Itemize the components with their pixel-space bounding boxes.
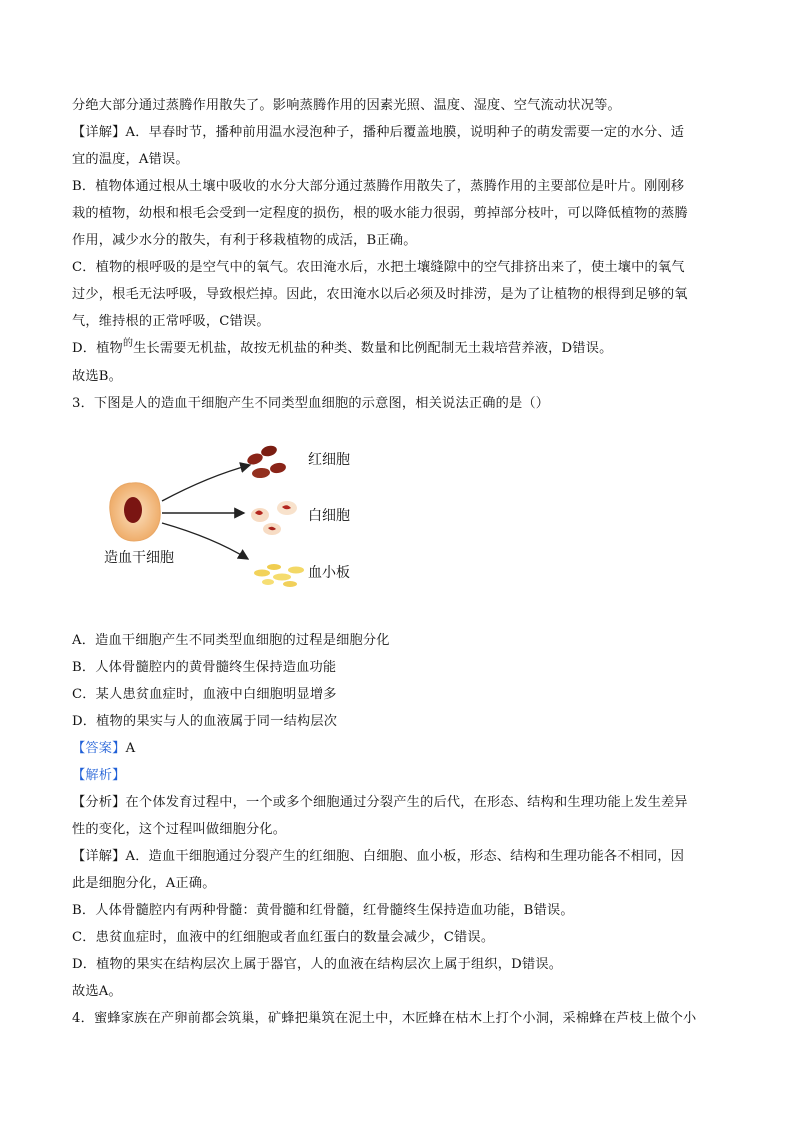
- text-line: 过少，根毛无法呼吸，导致根烂掉。因此，农田淹水以后必须及时排涝，是为了让植物的根得到足够的氧: [72, 287, 688, 302]
- line-d-sup: 的: [122, 338, 134, 349]
- text-line: 性的变化，这个过程叫做细胞分化。: [72, 822, 287, 837]
- text-line: 作用，减少水分的散失，有利于移栽植物的成活，B正确。: [72, 233, 417, 248]
- question-3: 3．下图是人的造血干细胞产生不同类型血细胞的示意图，相关说法正确的是（）: [72, 396, 550, 411]
- text-line: 分绝大部分通过蒸腾作用散失了。影响蒸腾作用的因素光照、温度、湿度、空气流动状况等。: [72, 98, 621, 113]
- option-a: A．造血干细胞产生不同类型血细胞的过程是细胞分化: [72, 633, 390, 648]
- red-blood-cell-icon: [246, 444, 287, 479]
- answer-value: A: [125, 741, 136, 756]
- text-line: B．植物体通过根从土壤中吸收的水分大部分通过蒸腾作用散失了，蒸腾作用的主要部位是叶片。刚刚移: [72, 179, 685, 194]
- text-line: C．植物的根呼吸的是空气中的氧气。农田淹水后，水把土壤缝隙中的空气排挤出来了，使土壤中的氧气: [72, 260, 685, 275]
- text-line: 故选B。: [72, 369, 123, 384]
- arrow-to-platelet: [162, 523, 248, 559]
- rbc-label: 红细胞: [308, 452, 350, 468]
- line-d-suffix: 生长需要无机盐，故按无机盐的种类、数量和比例配制无土栽培营养液，D错误。: [133, 341, 613, 356]
- text-line: 气，维持根的正常呼吸，C错误。: [72, 314, 270, 329]
- text-line: B．人体骨髓腔内有两种骨髓：黄骨髓和红骨髓，红骨髓终生保持造血功能，B错误。: [72, 903, 574, 918]
- white-blood-cell-icon: [251, 501, 297, 535]
- text-line: 【详解】A．造血干细胞通过分裂产生的红细胞、白细胞、血小板，形态、结构和生理功能各不相同，因: [72, 849, 685, 864]
- text-line: D．植物的果实在结构层次上属于器官，人的血液在结构层次上属于组织，D错误。: [72, 957, 563, 972]
- text-line: 此是细胞分化，A正确。: [72, 876, 216, 891]
- option-c: C．某人患贫血症时，血液中白细胞明显增多: [72, 687, 337, 702]
- analysis-tag: 【解析】: [72, 768, 126, 783]
- blood-cell-diagram: [72, 417, 722, 627]
- text-line: 栽的植物，幼根和根毛会受到一定程度的损伤，根的吸水能力很弱，剪掉部分枝叶，可以降低植物的蒸腾: [72, 206, 688, 221]
- document-page: [72, 92, 722, 1032]
- paragraph-top: [72, 92, 722, 417]
- text-line: 故选A。: [72, 984, 122, 999]
- text-line: C．患贫血症时，血液中的红细胞或者血红蛋白的数量会减少，C错误。: [72, 930, 495, 945]
- stem-cell-icon: [110, 483, 160, 541]
- option-d: D．植物的果实与人的血液属于同一结构层次: [72, 714, 338, 729]
- wbc-label: 白细胞: [308, 508, 350, 524]
- text-line: 宜的温度，A错误。: [72, 152, 189, 167]
- options-list: [72, 627, 722, 735]
- platelet-icon: [254, 564, 304, 587]
- text-line-d: [72, 335, 722, 363]
- paragraph-bottom: [72, 789, 722, 1032]
- answer-tag: 【答案】: [72, 741, 126, 756]
- line-d-prefix: D．植物: [72, 341, 123, 356]
- arrow-to-rbc: [162, 465, 250, 501]
- stem-cell-label: 造血干细胞: [104, 550, 174, 566]
- option-b: B．人体骨髓腔内的黄骨髓终生保持造血功能: [72, 660, 337, 675]
- blood-cell-figure: [72, 417, 722, 627]
- question-4: 4．蜜蜂家族在产卵前都会筑巢，矿蜂把巢筑在泥土中，木匠蜂在枯木上打个小洞，采棉蜂在芦枝上做个小: [72, 1011, 697, 1026]
- text-line: 【详解】A．早春时节，播种前用温水浸泡种子，播种后覆盖地膜，说明种子的萌发需要一定的水分、适: [72, 125, 685, 140]
- answer-line: [72, 735, 722, 762]
- platelet-label: 血小板: [308, 565, 350, 581]
- text-line: 【分析】在个体发育过程中，一个或多个细胞通过分裂产生的后代，在形态、结构和生理功能上发生差异: [72, 795, 688, 810]
